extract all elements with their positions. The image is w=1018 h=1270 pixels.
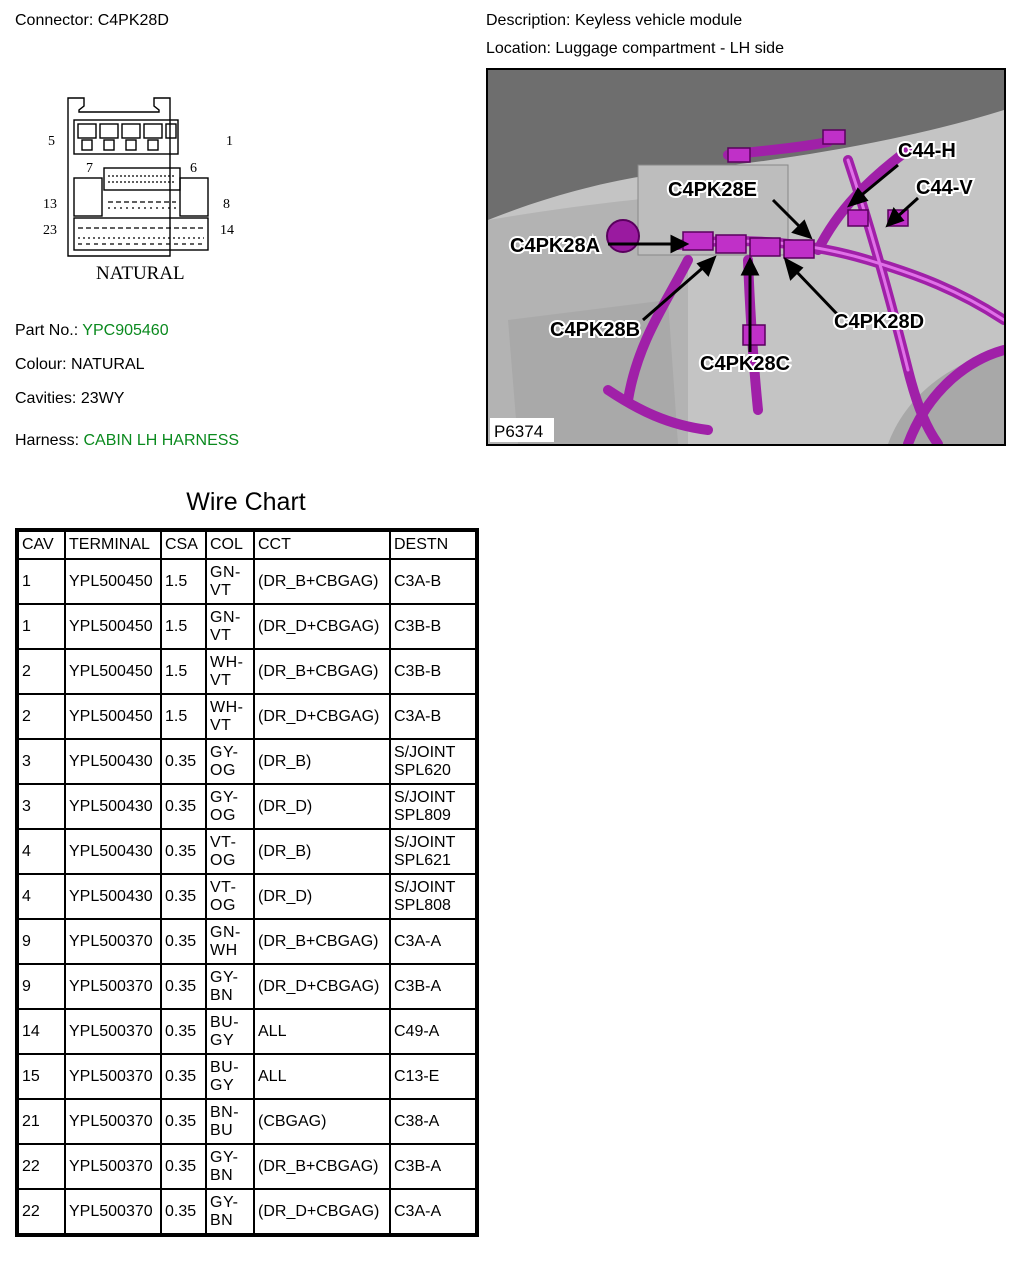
pin-label-14: 14	[220, 223, 234, 238]
cell-csa: 0.35	[161, 1009, 206, 1054]
cavities-line	[15, 390, 124, 408]
cell-destn: C49-A	[390, 1009, 476, 1054]
cell-col: GN-VT	[206, 559, 254, 604]
cell-terminal: YPL500450	[65, 649, 161, 694]
pin-label-8: 8	[223, 197, 230, 212]
callout-c4pk28e: C4PK28E	[668, 179, 757, 201]
cell-destn: C3A-A	[390, 1189, 476, 1234]
header-csa: CSA	[161, 531, 206, 559]
header-cct: CCT	[254, 531, 390, 559]
pin-label-5: 5	[48, 134, 55, 149]
cell-cav: 1	[18, 559, 65, 604]
cell-cav: 9	[18, 919, 65, 964]
cell-cct: (DR_D+CBGAG)	[254, 604, 390, 649]
cell-terminal: YPL500450	[65, 604, 161, 649]
callout-c44-h: C44-H	[898, 140, 956, 162]
table-row	[18, 1054, 476, 1099]
callout-c4pk28b: C4PK28B	[550, 319, 641, 341]
cell-col: VT-OG	[206, 874, 254, 919]
location-line	[486, 40, 784, 58]
table-row	[18, 649, 476, 694]
cell-cct: (DR_B+CBGAG)	[254, 559, 390, 604]
harness-line	[15, 432, 239, 450]
cell-csa: 1.5	[161, 559, 206, 604]
colour-line	[15, 356, 145, 374]
cell-terminal: YPL500450	[65, 694, 161, 739]
table-row	[18, 1099, 476, 1144]
colour-value: NATURAL	[71, 356, 145, 373]
cell-destn: C3A-B	[390, 559, 476, 604]
table-row	[18, 829, 476, 874]
cell-cct: ALL	[254, 1009, 390, 1054]
cell-cct: (DR_B)	[254, 829, 390, 874]
cell-terminal: YPL500370	[65, 1054, 161, 1099]
cell-csa: 0.35	[161, 1099, 206, 1144]
cell-terminal: YPL500430	[65, 829, 161, 874]
cell-cav: 9	[18, 964, 65, 1009]
table-row	[18, 1189, 476, 1234]
wire-chart-title: Wire Chart	[186, 488, 306, 516]
colour-label: Colour:	[15, 356, 67, 373]
cell-cct: (DR_B+CBGAG)	[254, 919, 390, 964]
cell-cct: (DR_D)	[254, 874, 390, 919]
header-cav: CAV	[18, 531, 65, 559]
connector-label: Connector:	[15, 12, 94, 29]
cell-destn: C3B-B	[390, 649, 476, 694]
cell-cct: (DR_D+CBGAG)	[254, 964, 390, 1009]
cell-col: GY-OG	[206, 784, 254, 829]
cell-cav: 3	[18, 739, 65, 784]
cell-csa: 1.5	[161, 604, 206, 649]
description-value: Keyless vehicle module	[574, 12, 743, 29]
pin-label-1: 1	[226, 134, 233, 149]
cavities-label: Cavities:	[15, 390, 77, 407]
cell-destn: S/JOINT SPL621	[390, 829, 476, 874]
cell-cct: (CBGAG)	[254, 1099, 390, 1144]
cell-col: GY-BN	[206, 1144, 254, 1189]
cell-csa: 0.35	[161, 739, 206, 784]
cell-destn: C3B-A	[390, 1144, 476, 1189]
photo-ref: P6374	[494, 422, 544, 441]
connector-face-diagram	[38, 90, 248, 290]
cell-csa: 0.35	[161, 1189, 206, 1234]
description-line	[486, 12, 742, 30]
cell-destn: C3B-A	[390, 964, 476, 1009]
pin-label-7: 7	[86, 161, 93, 176]
cell-col: WH-VT	[206, 649, 254, 694]
cell-destn: S/JOINT SPL808	[390, 874, 476, 919]
cell-destn: C13-E	[390, 1054, 476, 1099]
cell-cav: 2	[18, 649, 65, 694]
cell-cct: (DR_B+CBGAG)	[254, 649, 390, 694]
cell-terminal: YPL500430	[65, 874, 161, 919]
cell-col: BN-BU	[206, 1099, 254, 1144]
cell-csa: 1.5	[161, 649, 206, 694]
wire-chart-body	[18, 559, 476, 1234]
cell-cct: (DR_D+CBGAG)	[254, 694, 390, 739]
cell-col: BU-GY	[206, 1009, 254, 1054]
header-destn: DESTN	[390, 531, 476, 559]
callout-c4pk28c: C4PK28C	[700, 353, 791, 375]
cell-csa: 0.35	[161, 919, 206, 964]
cell-destn: C38-A	[390, 1099, 476, 1144]
cell-terminal: YPL500370	[65, 964, 161, 1009]
connector-line	[15, 12, 169, 30]
table-row	[18, 1009, 476, 1054]
header-col: COL	[206, 531, 254, 559]
cell-terminal: YPL500430	[65, 739, 161, 784]
table-row	[18, 604, 476, 649]
harness-link[interactable]: CABIN LH HARNESS	[83, 432, 240, 449]
table-row	[18, 919, 476, 964]
cell-csa: 0.35	[161, 1144, 206, 1189]
wire-chart-table	[15, 528, 479, 1237]
cell-col: GY-OG	[206, 739, 254, 784]
callout-c4pk28a: C4PK28A	[510, 235, 601, 257]
cell-destn: C3B-B	[390, 604, 476, 649]
part-no-label: Part No.:	[15, 322, 79, 339]
cell-terminal: YPL500370	[65, 1009, 161, 1054]
cell-cav: 14	[18, 1009, 65, 1054]
cell-cav: 4	[18, 874, 65, 919]
cell-terminal: YPL500370	[65, 1189, 161, 1234]
table-row	[18, 559, 476, 604]
cell-destn: S/JOINT SPL809	[390, 784, 476, 829]
cell-col: BU-GY	[206, 1054, 254, 1099]
cell-csa: 0.35	[161, 784, 206, 829]
cell-terminal: YPL500370	[65, 919, 161, 964]
cell-terminal: YPL500370	[65, 1144, 161, 1189]
table-row	[18, 964, 476, 1009]
pin-label-6: 6	[190, 161, 197, 176]
part-no-link[interactable]: YPC905460	[82, 322, 169, 339]
location-label: Location:	[486, 40, 551, 57]
cell-col: GY-BN	[206, 1189, 254, 1234]
cell-cct: (DR_D)	[254, 784, 390, 829]
callout-c44-v: C44-V	[916, 177, 973, 199]
cell-cav: 2	[18, 694, 65, 739]
cell-cav: 15	[18, 1054, 65, 1099]
cell-cav: 22	[18, 1144, 65, 1189]
cell-cav: 1	[18, 604, 65, 649]
cell-col: GN-VT	[206, 604, 254, 649]
callout-c4pk28d: C4PK28D	[834, 311, 925, 333]
table-row	[18, 874, 476, 919]
cell-terminal: YPL500450	[65, 559, 161, 604]
cell-cav: 21	[18, 1099, 65, 1144]
cell-cct: (DR_D+CBGAG)	[254, 1189, 390, 1234]
table-row	[18, 784, 476, 829]
cell-cct: (DR_B)	[254, 739, 390, 784]
harness-label: Harness:	[15, 432, 80, 449]
cell-csa: 0.35	[161, 829, 206, 874]
cell-terminal: YPL500370	[65, 1099, 161, 1144]
cell-cav: 3	[18, 784, 65, 829]
cell-col: GY-BN	[206, 964, 254, 1009]
cell-cct: (DR_B+CBGAG)	[254, 1144, 390, 1189]
cavities-value: 23WY	[80, 390, 125, 407]
cell-cct: ALL	[254, 1054, 390, 1099]
table-row	[18, 739, 476, 784]
table-row	[18, 694, 476, 739]
cell-col: GN-WH	[206, 919, 254, 964]
connector-color-label: NATURAL	[96, 263, 185, 284]
cell-terminal: YPL500430	[65, 784, 161, 829]
description-label: Description:	[486, 12, 571, 29]
cell-col: VT-OG	[206, 829, 254, 874]
location-value: Luggage compartment - LH side	[555, 40, 784, 57]
cell-cav: 22	[18, 1189, 65, 1234]
pin-label-23: 23	[43, 223, 57, 238]
cell-col: WH-VT	[206, 694, 254, 739]
part-no-line	[15, 322, 169, 340]
cell-destn: S/JOINT SPL620	[390, 739, 476, 784]
wire-chart-header-row	[18, 531, 476, 559]
cell-csa: 1.5	[161, 694, 206, 739]
connector-value: C4PK28D	[97, 12, 169, 29]
location-photo	[486, 68, 1006, 446]
table-row	[18, 1144, 476, 1189]
pin-label-13: 13	[43, 197, 57, 212]
cell-csa: 0.35	[161, 874, 206, 919]
cell-csa: 0.35	[161, 1054, 206, 1099]
cell-destn: C3A-B	[390, 694, 476, 739]
cell-csa: 0.35	[161, 964, 206, 1009]
header-terminal: TERMINAL	[65, 531, 161, 559]
cell-destn: C3A-A	[390, 919, 476, 964]
cell-cav: 4	[18, 829, 65, 874]
